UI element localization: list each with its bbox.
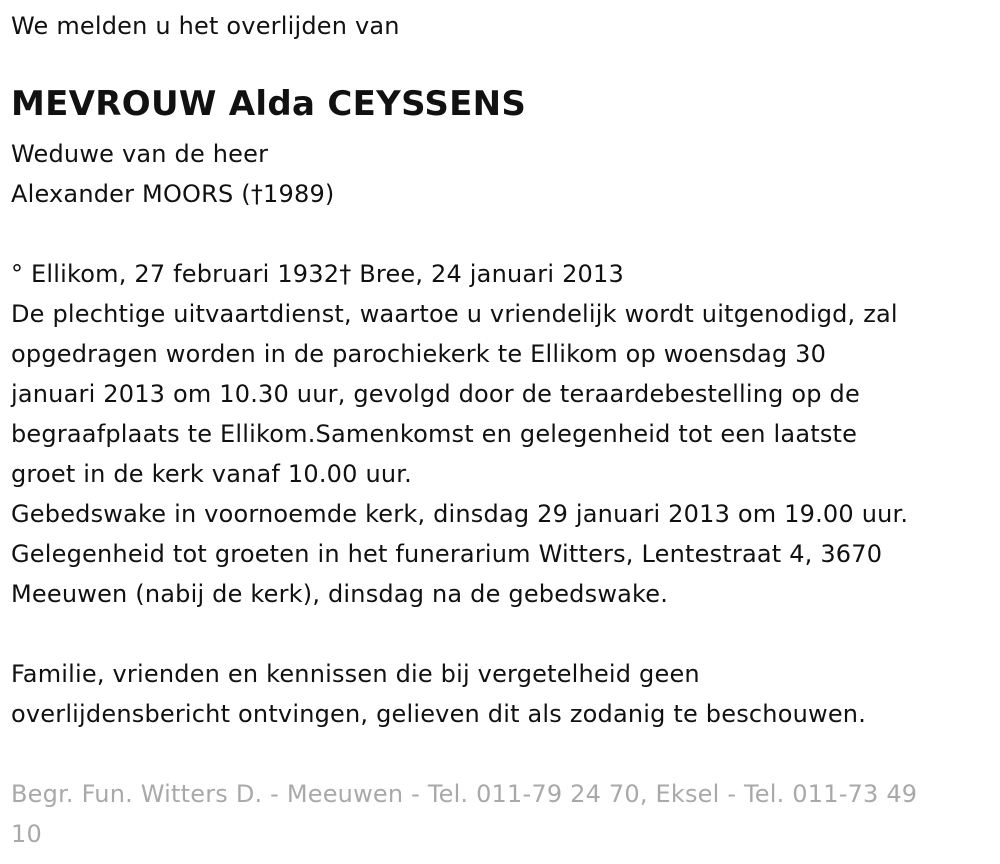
- birth-death-line: ° Ellikom, 27 februari 1932† Bree, 24 januari 2013: [11, 260, 624, 288]
- details-line: groet in de kerk vanaf 10.00 uur.: [11, 460, 412, 488]
- details-line: Meeuwen (nabij de kerk), dinsdag na de gebedswake.: [11, 580, 669, 608]
- funeral-home-footer: [11, 774, 917, 854]
- spouse-line: Weduwe van de heer: [11, 140, 269, 168]
- spouse-line: Alexander MOORS (†1989): [11, 180, 335, 208]
- details-line: opgedragen worden in de parochiekerk te Ellikom op woensdag 30: [11, 340, 827, 368]
- closing-block: [11, 654, 866, 734]
- footer-line: Begr. Fun. Witters D. - Meeuwen - Tel. 011-79 24 70, Eksel - Tel. 011-73 49: [11, 780, 918, 808]
- details-line: De plechtige uitvaartdienst, waartoe u vriendelijk wordt uitgenodigd, zal: [11, 300, 898, 328]
- details-line: januari 2013 om 10.30 uur, gevolgd door de teraardebestelling op de: [11, 380, 860, 408]
- footer-line: 10: [11, 820, 42, 848]
- intro-text: We melden u het overlijden van: [11, 12, 400, 40]
- closing-line: Familie, vrienden en kennissen die bij vergetelheid geen: [11, 660, 700, 688]
- details-line: Gelegenheid tot groeten in het funerarium Witters, Lentestraat 4, 3670: [11, 540, 883, 568]
- details-line: begraafplaats te Ellikom.Samenkomst en gelegenheid tot een laatste: [11, 420, 858, 448]
- spouse-block: [11, 134, 334, 214]
- details-block: [11, 254, 908, 614]
- deceased-name: MEVROUW Alda CEYSSENS: [11, 84, 527, 124]
- closing-line: overlijdensbericht ontvingen, gelieven dit als zodanig te beschouwen.: [11, 700, 867, 728]
- details-line: Gebedswake in voornoemde kerk, dinsdag 29 januari 2013 om 19.00 uur.: [11, 500, 909, 528]
